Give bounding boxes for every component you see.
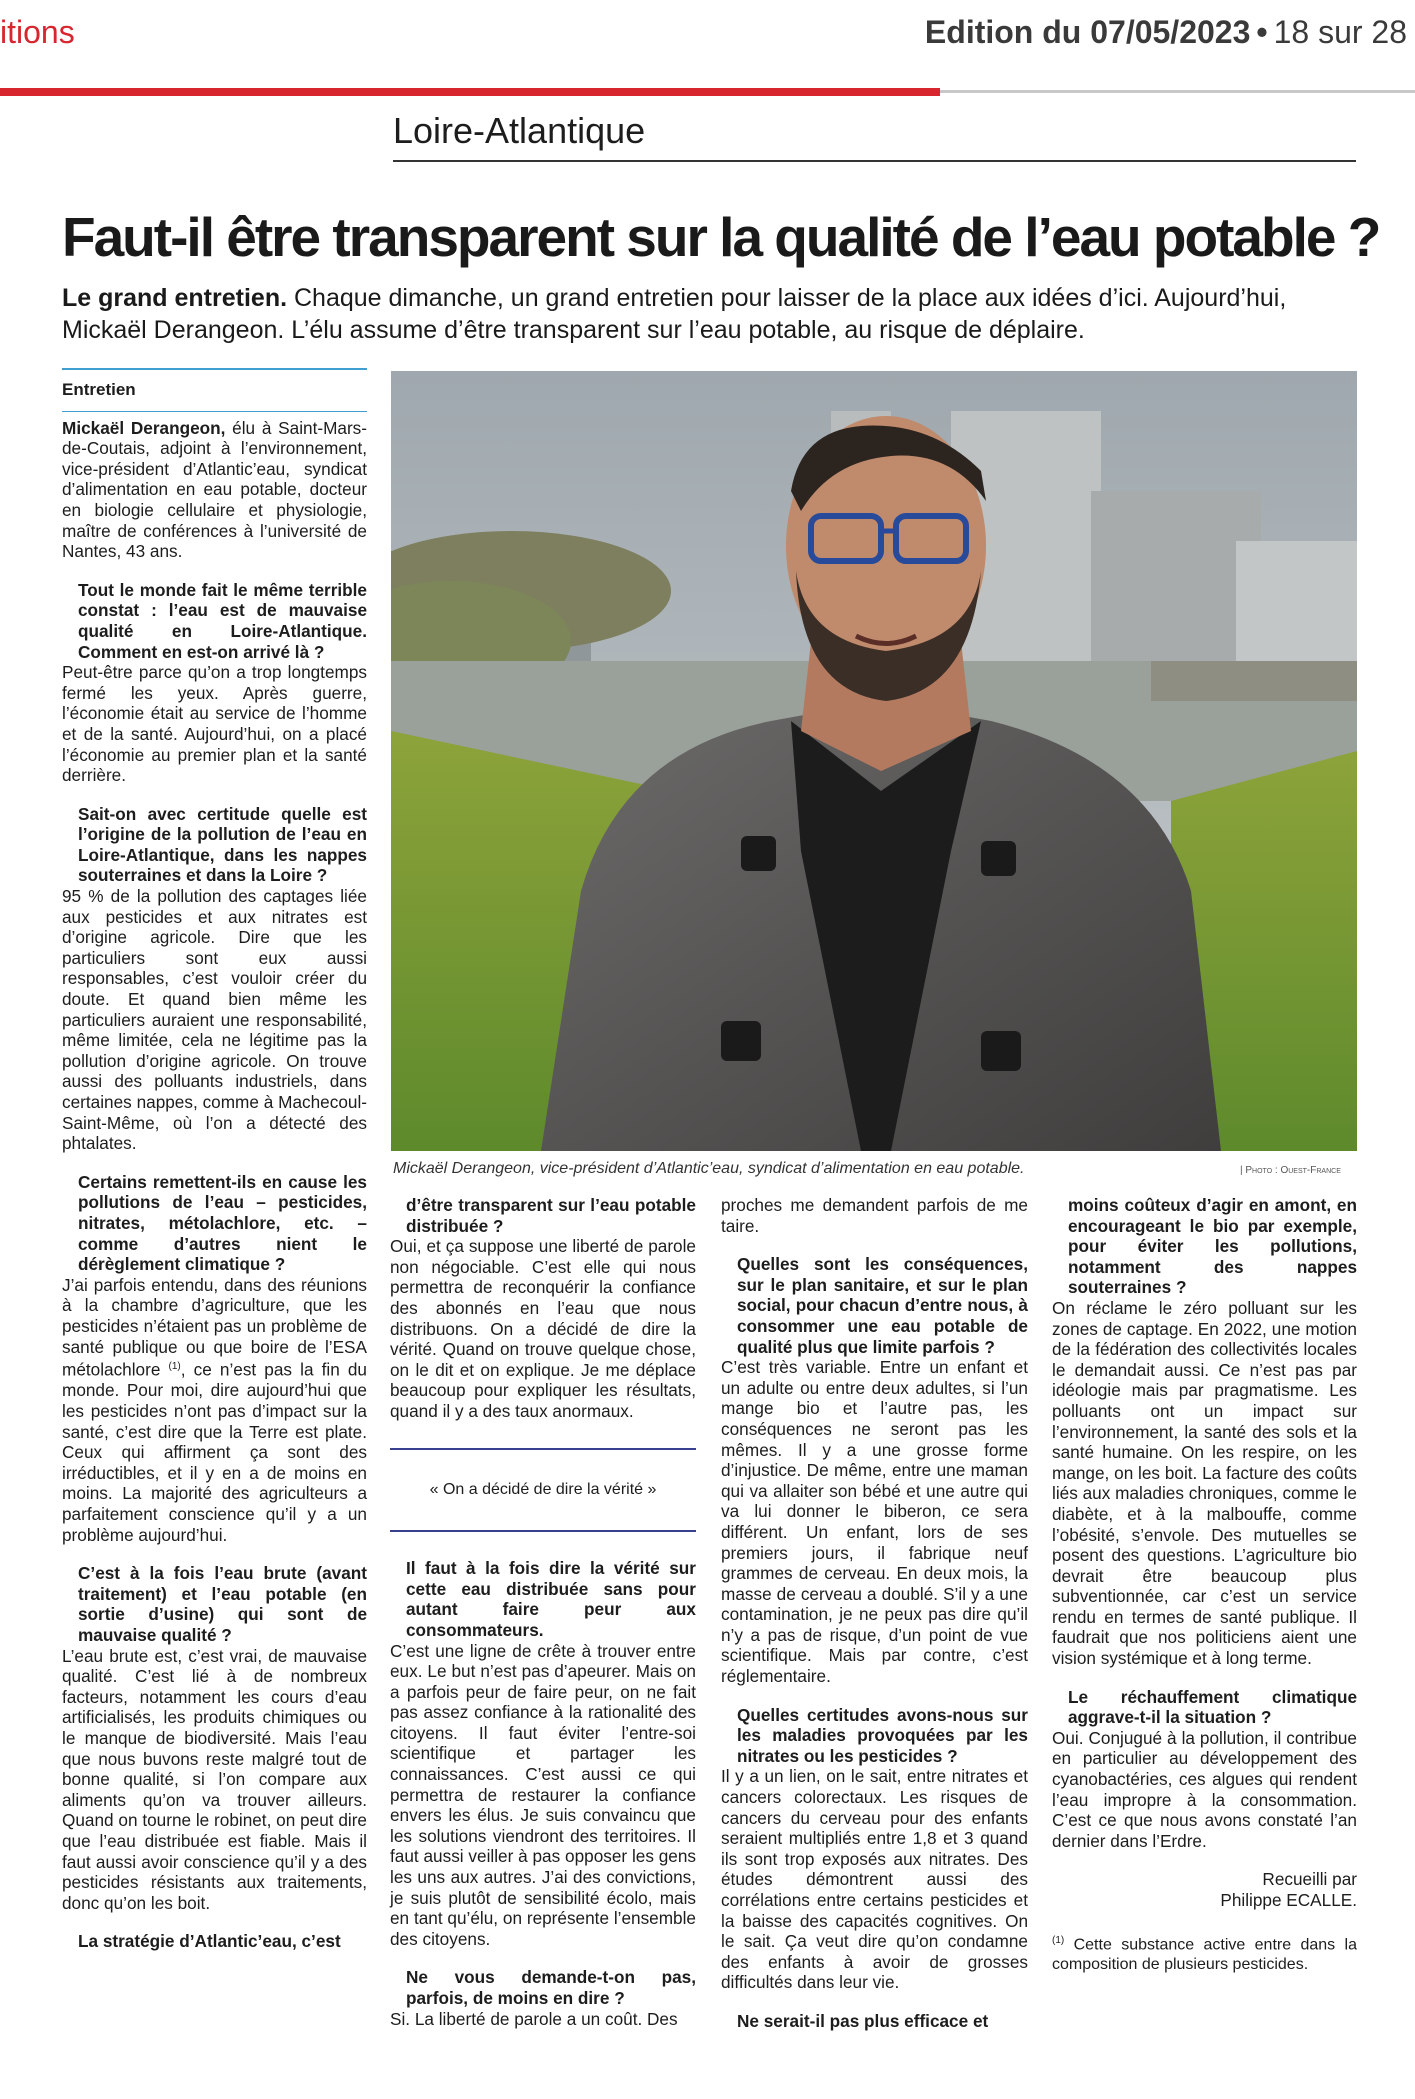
question: Quelles sont les conséquences, sur le plan sanitaire, et sur le plan social, pour chacun d’entre nous, à consommer une eau potable de qualité plus que limite parfois ? [737, 1254, 1028, 1357]
column-1 [62, 368, 367, 1952]
reading-progress-bar [0, 88, 940, 96]
question: Sait-on avec certitude quelle est l’origine de la pollution de l’eau en Loire-Atlantique, dans les nappes souterraines et dans la Loire ? [78, 803, 367, 886]
answer: L’eau brute est, c’est vrai, de mauvaise qualité. C’est lié à de nombreux facteurs, notamment les cours d’eau artificialisés, les produits chimiques ou le manque de biodiversité. Mais l’eau que nous buvons reste malgré tout de bonne qualité, si l’on compare aux aliments qu’on va trouver ailleurs. Quand on tourne le robinet, on peut dire que l’eau distribuée est fiable. Mais il faut aussi avoir conscience qu’il y a des pesticides résistants aux traitements, donc qu’on les boit. [62, 1645, 367, 1913]
headline: Faut-il être transparent sur la qualité de l’eau potable ? [62, 206, 1380, 268]
deck-text: Chaque dimanche, un grand entretien pour laisser de la place aux idées d’ici. Aujourd’hui, Mickaël Derangeon. L’élu assume d’être transparent sur l’eau potable, au risque de déplaire. [62, 284, 1287, 344]
byline-prefix: Recueilli par [1262, 1869, 1357, 1890]
byline [1052, 1869, 1357, 1910]
answer: 95 % de la pollution des captages liée aux pesticides et aux nitrates est d’origine agricole. Dire que les particuliers sont eux aussi responsables, c’est vouloir créer du doute. Et quand bien même les particuliers auraient une responsabilité, même limitée, cela ne légitime pas la pollution d’origine agricole. On trouve aussi des polluants industriels, dans certaines nappes, comme à Machecoul-Saint-Même, où l’on a détecté des phtalates. [62, 886, 367, 1154]
answer: C’est une ligne de crête à trouver entre eux. Le but n’est pas d’apeurer. Mais on a parfois peur de faire peur, on ne fait pas assez confiance à la rationalité des citoyens. Il faut éviter l’entre-soi scientifique et partager les connaissances. C’est aussi ce qui permettra de restaurer la confiance envers les élus. Je suis convaincu que les solutions viendront des territoires. Il faut aussi veiller à pas opposer les gens les uns aux autres. J’ai des convictions, je suis plutôt de sensibilité écolo, mais en tant qu’élu, on représente l’ensemble des citoyens. [390, 1640, 696, 1949]
deck-lead: Le grand entretien. [62, 284, 288, 312]
photo-credit: | Photo : Ouest-France [1240, 1165, 1341, 1176]
progress-track [940, 90, 1415, 93]
footnote [1052, 1931, 1357, 1975]
question: La stratégie d’Atlantic’eau, c’est [78, 1931, 341, 1952]
author-name: Philippe ECALLE. [1220, 1890, 1357, 1910]
answer: Peut-être parce qu’on a trop longtemps fermé les yeux. Après guerre, l’économie était au service de l’homme et de la santé. Aujourd’hui, on a placé l’économie au premier plan et la santé derrière. [62, 662, 367, 786]
question: Ne serait-il pas plus efficace et [737, 2010, 989, 2031]
column-4 [1052, 1195, 1357, 1991]
section-title: Loire-Atlantique [393, 110, 646, 151]
answer: Oui, et ça suppose une liberté de parole non négociable. C’est elle qui nous permettra de reconquérir la confiance des abonnés en l’eau que nous distribuons. On a décidé de dire la vérité. Quand on trouve quelque chose, on le dit et on explique. Je me déplace beaucoup pour expliquer les résultats, quand il y a des taux anormaux. [390, 1236, 696, 1421]
editions-link[interactable]: itions [0, 14, 75, 50]
question: Tout le monde fait le même terrible constat : l’eau est de mauvaise qualité en Loire-Atlantique. Comment en est-on arrivé là ? [78, 579, 367, 662]
section-rule [393, 160, 1356, 162]
question: Quelles certitudes avons-nous sur les maladies provoquées par les nitrates ou les pesticides ? [737, 1704, 1028, 1766]
answer: Si. La liberté de parole a un coût. Des [390, 2008, 678, 2029]
pull-quote: « On a décidé de dire la vérité » [390, 1448, 696, 1533]
answer: On réclame le zéro polluant sur les zones de captage. En 2022, une motion de la fédération des collectivités locales le demandait aussi. Ce n’est pas par idéologie mais par pragmatisme. Les polluants ont un impact sur l’environnement, la santé des sols et la santé humaine. On les respire, on les mange, on les boit. La facture des coûts liés aux maladies chroniques, comme le diabète, et à la malbouffe, comme l’obésité, s’envole. Des mutuelles se posent des questions. L’agriculture bio devrait être beaucoup plus subventionnée, car c’est un service rendu en termes de santé publique. Il faudrait que nos politiciens aient une vision systémique et à long terme. [1052, 1297, 1357, 1669]
question: d’être transparent sur l’eau potable distribuée ? [406, 1195, 696, 1236]
kicker: Entretien [62, 368, 367, 405]
column-2 [390, 1195, 696, 2029]
footnote-ref: (1) [168, 1361, 181, 1373]
footnote-mark: (1) [1052, 1934, 1065, 1946]
intro-text: élu à Saint-Mars-de-Coutais, adjoint à l’environnement, vice-président d’Atlantic’eau, syndicat d’alimentation en eau potable, docteur en biologie cellulaire et physiologie, maître de conférences à l’université de Nantes, 43 ans. [62, 417, 368, 562]
edition-info [925, 14, 1407, 51]
answer: C’est très variable. Entre un enfant et un adulte ou entre deux adultes, si l’un mange bio et l’autre pas, les conséquences ne seront pas les mêmes. Il y a une grosse forme d’injustice. De même, entre une maman qui va allaiter son bébé et une autre qui va lui donner le biberon, ce sera différent. Un enfant, lors de ses premiers jours, il fabrique neuf grammes de cerveau. En deux mois, la masse de cerveau a doublé. S’il y a une contamination, je ne peux pas dire qu’il n’y a pas de risque, d’un point de vue scientifique. Mais par contre, c’est réglementaire. [721, 1357, 1028, 1687]
question: moins coûteux d’agir en amont, en encourageant le bio par exemple, pour éviter les pollutions, notamment des nappes souterraines ? [1068, 1195, 1357, 1298]
column-3 [721, 1195, 1028, 2032]
intro [62, 418, 367, 562]
question: C’est à la fois l’eau brute (avant traitement) et l’eau potable (en sortie d’usine) qui sont de mauvaise qualité ? [78, 1563, 367, 1645]
deck [62, 282, 1362, 346]
question: Il faut à la fois dire la vérité sur cette eau distribuée sans pour autant faire peur aux consommateurs. [406, 1558, 696, 1640]
question: Ne vous demande-t-on pas, parfois, de moins en dire ? [406, 1967, 696, 2008]
answer: proches me demandent parfois de me taire. [721, 1195, 1028, 1236]
answer: Oui. Conjugué à la pollution, il contribue en particulier au développement des cyanobactéries, ces algues qui rendent l’eau impropre à la consommation. C’est ce que nous avons constaté l’an dernier dans l’Erdre. [1052, 1727, 1357, 1851]
answer: Il y a un lien, on le sait, entre nitrates et cancers colorectaux. Les risques de cancers du cerveau pour des enfants seraient multipliés entre 1,8 et 3 quand ils sont trop exposés aux nitrates. Des études démontrent aussi des corrélations entre certains pesticides et la baisse des capacités cognitives. On le sait. Ça veut dire qu’on condamne des enfants à avoir de grosses difficultés dans leur vie. [721, 1766, 1028, 1993]
photo-caption: Mickaël Derangeon, vice-président d’Atlantic’eau, syndicat d’alimentation en eau potable. [393, 1160, 1025, 1177]
answer [62, 1275, 367, 1545]
answer-part: , ce n’est pas la fin du monde. Pour moi, dire aujourd’hui que les pesticides n’ont pas d’impact sur la santé, c’est dire que la Terre est plate. Ceux qui affirment ça sont des irréductibles, et il y en a de moins en moins. La majorité des agriculteurs a parfaitement conscience qu’il y a un problème aujourd’hui. [62, 1359, 367, 1545]
edition-date: Edition du 07/05/2023 [924, 14, 1251, 50]
page-indicator: 18 sur 28 [1273, 14, 1407, 50]
separator: • [1256, 14, 1268, 50]
portrait-photo [391, 371, 1357, 1151]
question: Le réchauffement climatique aggrave-t-il la situation ? [1068, 1686, 1357, 1728]
question: Certains remettent-ils en cause les pollutions de l’eau – pesticides, nitrates, métolachlore, etc. – comme d’autres nient le dérèglement climatique ? [78, 1171, 367, 1275]
answer-part: J’ai parfois entendu, dans des réunions à la chambre d’agriculture, que les pesticides n’étaient pas un problème de santé publique ou que boire de l’ESA métolachlore [62, 1274, 367, 1380]
kicker-rule [62, 411, 367, 412]
footnote-text: Cette substance active entre dans la composition de plusieurs pesticides. [1052, 1935, 1357, 1973]
intro-name: Mickaël Derangeon, [62, 417, 226, 438]
